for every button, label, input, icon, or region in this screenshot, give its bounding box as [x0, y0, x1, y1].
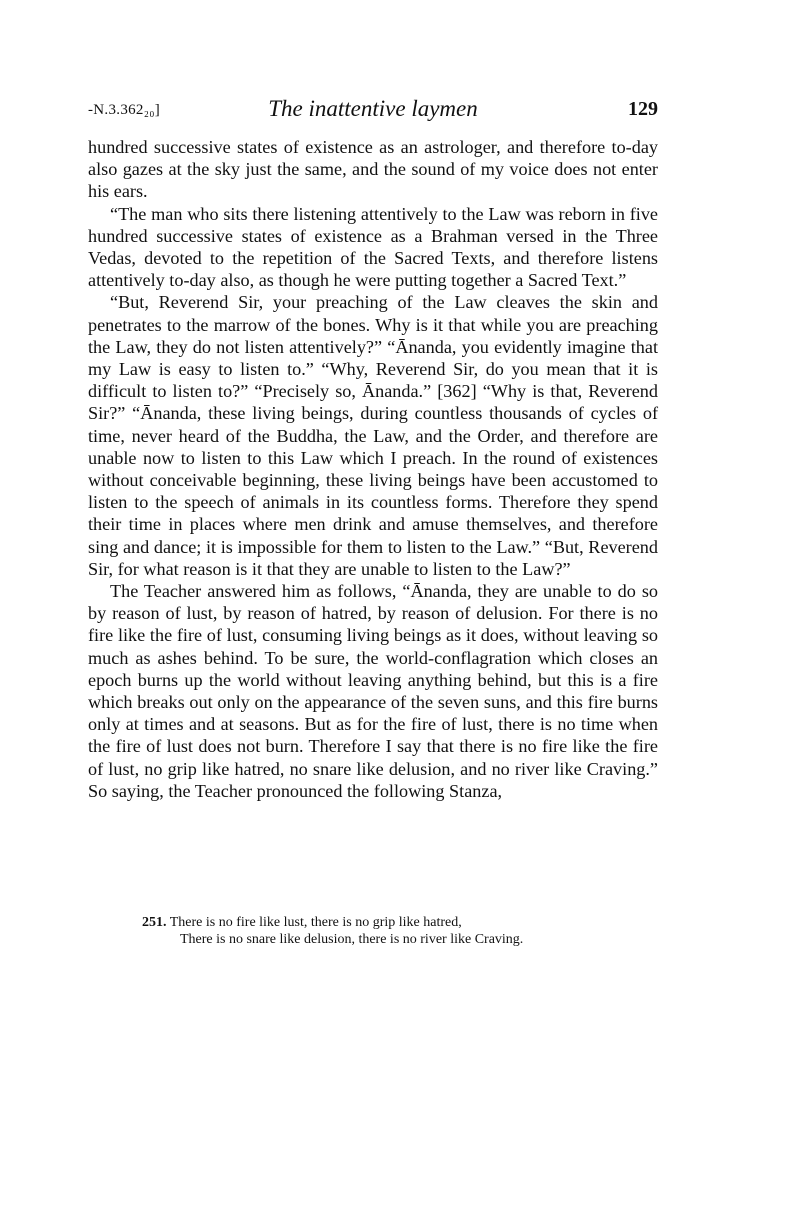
stanza-number: 251.: [142, 915, 167, 930]
paragraph-continuation: hundred successive states of existence as an astrologer, and therefore to-day also gazes at the sky just the same, and the sound of my voice does not enter his ears.: [88, 137, 658, 202]
body-text: [88, 136, 658, 802]
paragraph-dialogue: “But, Reverend Sir, your preaching of the Law cleaves the skin and penetrates to the marrow of the bones. Why is it that while you are preaching the Law, they do not listen attentively?” “Ānanda, you evidently imagine that my Law is easy to listen to.” “Why, Reverend Sir, do you mean that it is difficult to listen to?” “Precisely so, Ānanda.” [362] “Why is that, Reverend Sir?” “Ānanda, these living beings, during countless thousands of cycles of time, never heard of the Buddha, the Law, and the Order, and therefore are unable now to listen to this Law which I preach. In the round of existences without conceivable beginning, these living beings have been accustomed to listen to the speech of animals in its countless forms. Therefore they spend their time in places where men drink and amuse themselves, and therefore sing and dance; it is impossible for them to listen to the Law.” “But, Reverend Sir, for what reason is it that they are unable to listen to the Law?”: [88, 292, 658, 579]
section-reference: -N.3.362₂₀]: [88, 102, 161, 118]
paragraph-teacher-answer: The Teacher answered him as follows, “Ānanda, they are unable to do so by reason of lust, by reason of hatred, by reason of delusion. For there is no fire like the fire of lust, consuming living beings as it does, without leaving so much as ashes behind. To be sure, the world-conflagration which closes an epoch burns up the world without leaving anything behind, but this is a fire which breaks out only on the appearance of the seven suns, and this fire burns only at times and at seasons. But as for the fire of lust, there is no time when the fire of lust does not burn. Therefore I say that there is no fire like the fire of lust, no grip like hatred, no snare like delusion, and no river like Craving.” So saying, the Teacher pronounced the following Stanza,: [88, 581, 658, 801]
stanza: [142, 914, 622, 948]
stanza-line-2: There is no snare like delusion, there is no river like Craving.: [180, 932, 524, 947]
stanza-line-1-text: There is no fire like lust, there is no grip like hatred,: [169, 915, 462, 930]
paragraph-brahman: “The man who sits there listening attentively to the Law was reborn in five hundred successive states of existence as a Brahman versed in the Three Vedas, devoted to the repetition of the Sacred Texts, and therefore listens attentively to-day also, as though he were putting together a Sacred Text.”: [88, 203, 658, 291]
running-title: The inattentive laymen: [268, 96, 478, 121]
stanza-line-1: [142, 914, 622, 931]
page-number: 129: [628, 98, 658, 120]
running-header: [88, 96, 658, 126]
